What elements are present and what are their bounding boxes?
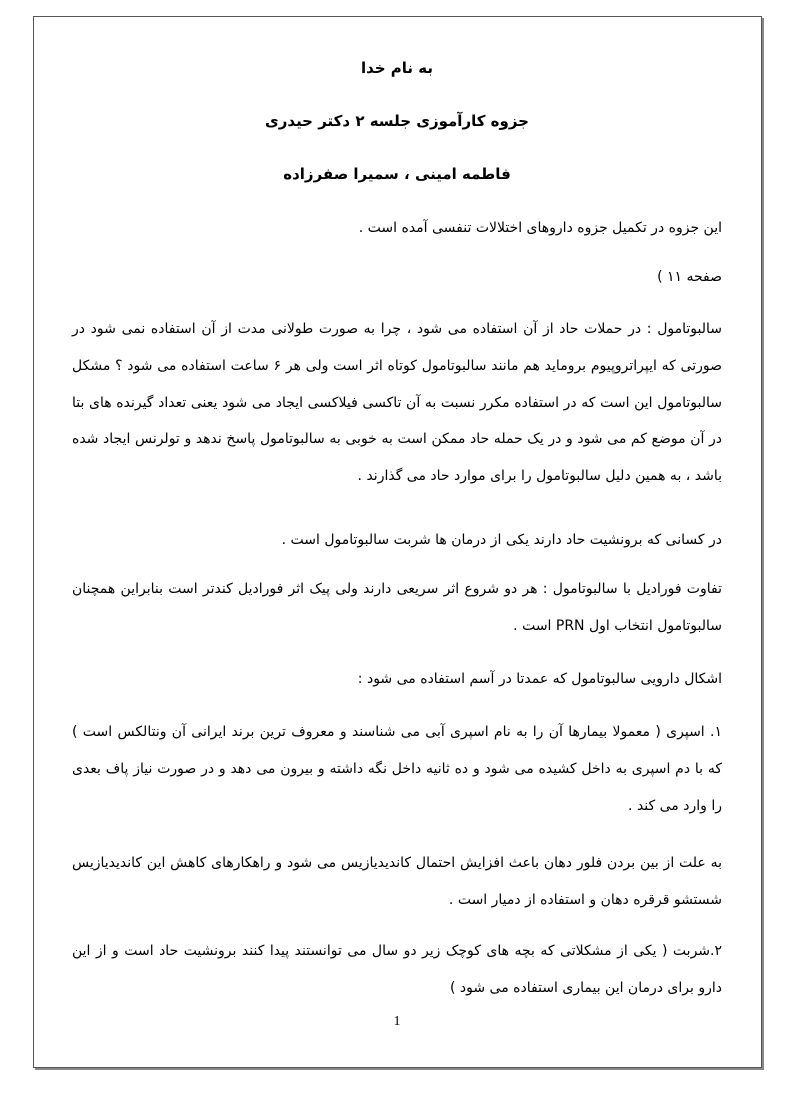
- paragraph-foradil-difference: تفاوت فورادیل با سالبوتامول : هر دو شروع اثر سریعی دارند ولی پیک اثر فورادیل کندتر است بنابراین همچنان سالبوتامول انتخاب اول PRN است .: [72, 581, 722, 634]
- paragraph-spray: ۱. اسپری ( معمولا بیمارها آن را به نام اسپری آبی می شناسند و معروف ترین برند ایرانی آن ونتالکس است ) که با دم اسپری به داخل کشیده می شود و ده ثانیه داخل نگه داشته و بیرون می دهد و در صورت نیاز پاف بعدی را وارد می کند .: [72, 724, 722, 814]
- heading-basmala: به نام خدا: [360, 59, 434, 77]
- paragraph-syrup: ۲.شربت ( یکی از مشکلاتی که بچه های کوچک زیر دو سال می توانستند پیدا کنند برونشیت حاد است و از این دارو برای درمان این بیماری استفاده می شود ): [72, 943, 722, 996]
- heading-authors: فاطمه امینی ، سمیرا صفرزاده: [283, 165, 511, 183]
- heading-title: جزوه کارآموزی جلسه ۲ دکتر حیدری: [265, 112, 529, 130]
- page-number: 1: [393, 1014, 401, 1029]
- paragraph-page-ref: صفحه ۱۱ ): [657, 269, 722, 285]
- paragraph-dosage-forms: اشکال دارویی سالبوتامول که عمدتا در آسم استفاده می شود :: [357, 671, 722, 687]
- paragraph-intro: این جزوه در تکمیل جزوه داروهای اختلالات تنفسی آمده است .: [358, 220, 722, 236]
- paragraph-bronchitis: در کسانی که برونشیت حاد دارند یکی از درمان ها شربت سالبوتامول است .: [281, 532, 722, 548]
- paragraph-candidiasis: به علت از بین بردن فلور دهان باعث افزایش احتمال کاندیدیازیس می شود و راهکارهای کاهش این کاندیدیازیس شستشو قرقره دهان و استفاده از دمیار است .: [72, 855, 722, 908]
- document-page: [33, 16, 762, 1068]
- paragraph-salbutamol: سالبوتامول : در حملات حاد از آن استفاده می شود ، چرا به صورت طولانی مدت از آن استفاده نمی شود در صورتی که ایپراتروپیوم بروماید هم مانند سالبوتامول کوتاه اثر است ولی هر ۶ ساعت استفاده می شود ؟ مشکل سالبوتامول این است که در استفاده مکرر نسبت به آن تاکسی فیلاکسی ایجاد می شود یعنی تعداد گیرنده های بتا در آن موضع کم می شود و در یک حمله حاد ممکن است به خوبی به سالبوتامول پاسخ ندهد و تولرنس ایجاد شده باشد ، به همین دلیل سالبوتامول را برای موارد حاد می گذارند .: [72, 321, 722, 485]
